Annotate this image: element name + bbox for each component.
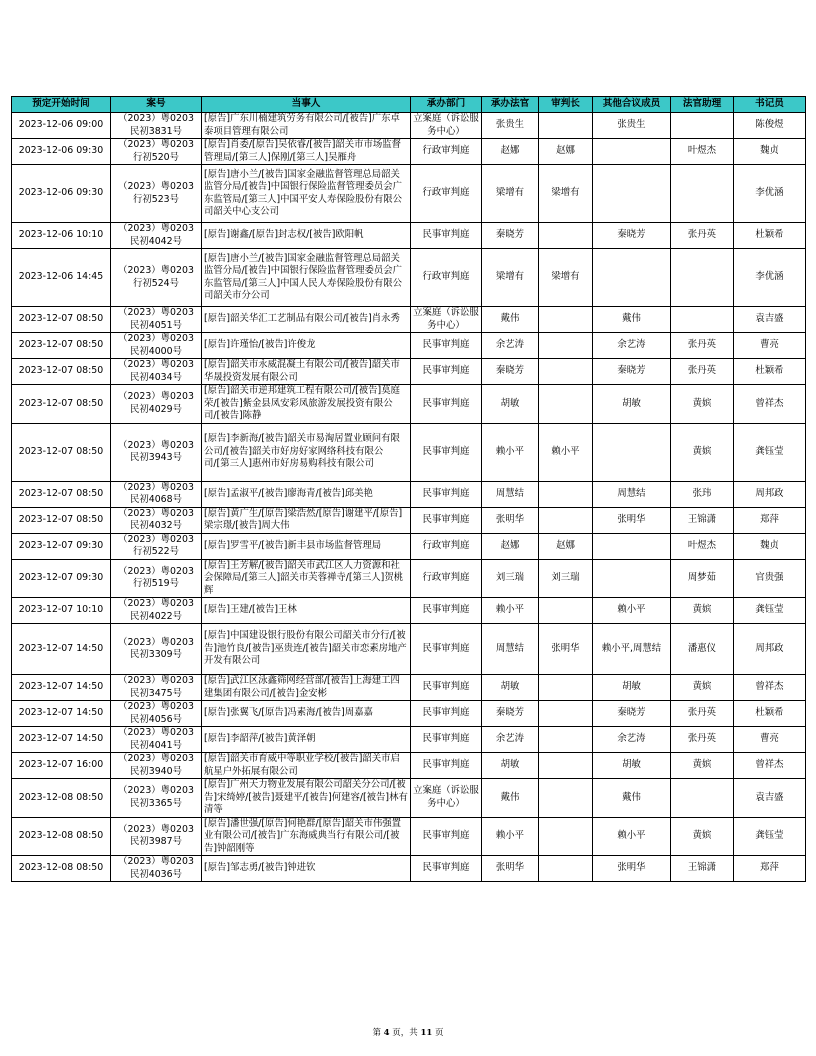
cell-judge: 周慧结 [482,481,539,507]
cell-judge-assistant: 周梦茹 [671,559,734,598]
cell-judge: 胡敏 [482,385,539,424]
cell-presiding-judge: 梁增有 [539,249,593,307]
cell-panel-members: 张明华 [593,856,671,882]
cell-clerk: 杜颖希 [734,701,806,727]
cell-judge-assistant: 张丹英 [671,359,734,385]
cell-presiding-judge [539,223,593,249]
table-row [12,817,806,856]
cell-panel-members: 赖小平 [593,817,671,856]
cell-clerk: 曾祥杰 [734,675,806,701]
cell-parties: [原告]许瑾怡/[被告]许俊龙 [202,333,411,359]
cell-panel-members [593,559,671,598]
cell-judge: 梁增有 [482,249,539,307]
table-body [12,113,806,882]
cell-parties: [原告]韶关市育威中等职业学校/[被告]韶关市启航星户外拓展有限公司 [202,753,411,779]
cell-case-number: （2023）粤0203 民初3309号 [111,624,202,675]
cell-case-number: （2023）粤0203 民初4034号 [111,359,202,385]
cell-clerk: 曹亮 [734,727,806,753]
cell-judge-assistant: 张丹英 [671,701,734,727]
cell-start-time: 2023-12-06 14:45 [12,249,111,307]
col-header-department: 承办部门 [411,97,482,113]
cell-panel-members: 秦晓芳 [593,701,671,727]
footer-prefix: 第 [372,1028,381,1038]
cell-panel-members: 张明华 [593,507,671,533]
cell-panel-members: 周慧结 [593,481,671,507]
cell-panel-members: 胡敏 [593,753,671,779]
cell-case-number: （2023）粤0203 民初3940号 [111,753,202,779]
cell-presiding-judge [539,507,593,533]
cell-case-number: （2023）粤0203 民初4068号 [111,481,202,507]
cell-clerk: 龚钰莹 [734,817,806,856]
table-row [12,481,806,507]
hearing-schedule-table [11,96,806,882]
col-header-start-time: 预定开始时间 [12,97,111,113]
cell-presiding-judge [539,359,593,385]
col-header-judge: 承办法官 [482,97,539,113]
table-row [12,223,806,249]
cell-clerk: 魏贞 [734,139,806,165]
cell-department: 民事审判庭 [411,624,482,675]
cell-clerk: 周邦政 [734,624,806,675]
cell-case-number: （2023）粤0203 民初4036号 [111,856,202,882]
cell-case-number: （2023）粤0203 行初520号 [111,139,202,165]
table-row [12,307,806,333]
cell-parties: [原告]邹志勇/[被告]钟进钦 [202,856,411,882]
cell-judge: 戴伟 [482,307,539,333]
cell-case-number: （2023）粤0203 民初4029号 [111,385,202,424]
cell-presiding-judge [539,481,593,507]
cell-judge-assistant [671,165,734,223]
table-row [12,856,806,882]
cell-clerk: 曹亮 [734,333,806,359]
cell-start-time: 2023-12-06 09:30 [12,139,111,165]
cell-start-time: 2023-12-07 14:50 [12,675,111,701]
table-row [12,753,806,779]
cell-judge: 秦晓芳 [482,359,539,385]
cell-panel-members: 秦晓芳 [593,223,671,249]
cell-presiding-judge: 赵娜 [539,139,593,165]
cell-judge: 张明华 [482,507,539,533]
cell-department: 民事审判庭 [411,223,482,249]
cell-parties: [原告]张翼飞/[原告]冯素海/[被告]周嘉嘉 [202,701,411,727]
cell-judge-assistant: 王锦潇 [671,856,734,882]
cell-judge: 梁增有 [482,165,539,223]
cell-judge-assistant: 王锦潇 [671,507,734,533]
cell-start-time: 2023-12-07 08:50 [12,481,111,507]
cell-clerk: 曾祥杰 [734,753,806,779]
col-header-parties: 当事人 [202,97,411,113]
cell-presiding-judge: 赖小平 [539,423,593,481]
col-header-clerk: 书记员 [734,97,806,113]
cell-judge: 赵娜 [482,533,539,559]
cell-clerk: 郑萍 [734,856,806,882]
cell-panel-members: 余艺涛 [593,333,671,359]
cell-parties: [原告]李新海/[被告]韶关市易淘居置业顾问有限公司/[被告]韶关市好房好家网络科技有限公司/[第三人]惠州市好房易购科技有限公司 [202,423,411,481]
cell-judge: 余艺涛 [482,333,539,359]
cell-judge: 秦晓芳 [482,223,539,249]
cell-clerk: 李优涵 [734,249,806,307]
cell-department: 行政审判庭 [411,533,482,559]
cell-judge-assistant: 黄嫔 [671,385,734,424]
cell-department: 民事审判庭 [411,727,482,753]
cell-case-number: （2023）粤0203 行初524号 [111,249,202,307]
cell-department: 民事审判庭 [411,385,482,424]
cell-clerk: 郑萍 [734,507,806,533]
cell-case-number: （2023）粤0203 民初4032号 [111,507,202,533]
cell-judge: 赖小平 [482,598,539,624]
cell-parties: [原告]王芳解/[被告]韶关市武江区人力资源和社会保障局/[第三人]韶关市芙蓉禅寺/[第三人]贺桃辉 [202,559,411,598]
cell-case-number: （2023）粤0203 民初3365号 [111,779,202,818]
cell-start-time: 2023-12-07 14:50 [12,701,111,727]
cell-parties: [原告]广东川楠建筑劳务有限公司/[被告]广东卓泰项目管理有限公司 [202,113,411,139]
cell-judge-assistant [671,249,734,307]
cell-parties: [原告]潘世强/[原告]何艳群/[原告]韶关市伟强置业有限公司/[被告]广东海威典当行有限公司/[被告]钟韶刚等 [202,817,411,856]
cell-presiding-judge [539,307,593,333]
cell-case-number: （2023）粤0203 行初519号 [111,559,202,598]
cell-judge: 余艺涛 [482,727,539,753]
table-row [12,727,806,753]
cell-panel-members [593,533,671,559]
table-row [12,624,806,675]
cell-department: 立案庭（诉讼服务中心） [411,779,482,818]
cell-case-number: （2023）粤0203 民初3943号 [111,423,202,481]
cell-department: 行政审判庭 [411,165,482,223]
footer-suffix: 页 [435,1028,444,1038]
cell-judge-assistant: 叶煜杰 [671,533,734,559]
cell-parties: [原告]李韶萍/[被告]黄泽朝 [202,727,411,753]
cell-clerk: 魏贞 [734,533,806,559]
cell-judge: 赖小平 [482,817,539,856]
cell-department: 民事审判庭 [411,753,482,779]
cell-parties: [原告]韶关市永威混凝土有限公司/[被告]韶关市华晟投资发展有限公司 [202,359,411,385]
cell-clerk: 龚钰莹 [734,423,806,481]
cell-judge-assistant: 张丹英 [671,727,734,753]
col-header-panel-members: 其他合议成员 [593,97,671,113]
cell-case-number: （2023）粤0203 民初4041号 [111,727,202,753]
cell-judge: 刘三瑞 [482,559,539,598]
cell-clerk: 周邦政 [734,481,806,507]
cell-judge-assistant: 张丹英 [671,333,734,359]
cell-judge: 赵娜 [482,139,539,165]
cell-department: 民事审判庭 [411,423,482,481]
cell-judge-assistant [671,307,734,333]
cell-clerk: 陈俊煜 [734,113,806,139]
col-header-presiding-judge: 审判长 [539,97,593,113]
cell-start-time: 2023-12-07 08:50 [12,307,111,333]
cell-case-number: （2023）粤0203 民初4056号 [111,701,202,727]
cell-start-time: 2023-12-07 10:10 [12,598,111,624]
cell-clerk: 杜颖希 [734,359,806,385]
cell-panel-members: 赖小平,周慧结 [593,624,671,675]
cell-judge: 胡敏 [482,753,539,779]
cell-judge: 胡敏 [482,675,539,701]
cell-case-number: （2023）粤0203 民初3987号 [111,817,202,856]
cell-department: 民事审判庭 [411,481,482,507]
cell-judge-assistant [671,779,734,818]
cell-judge-assistant: 黄嫔 [671,423,734,481]
footer-mid: 页，共 [392,1028,418,1038]
col-header-judge-assistant: 法官助理 [671,97,734,113]
cell-presiding-judge: 梁增有 [539,165,593,223]
table-row [12,385,806,424]
cell-parties: [原告]广州天力物业发展有限公司韶关分公司/[被告]宋绮婷/[被告]聂建平/[被告]何建容/[被告]林有清等 [202,779,411,818]
cell-department: 行政审判庭 [411,249,482,307]
cell-panel-members [593,249,671,307]
table-row [12,359,806,385]
cell-presiding-judge [539,675,593,701]
cell-presiding-judge [539,333,593,359]
cell-panel-members: 戴伟 [593,779,671,818]
cell-panel-members [593,139,671,165]
cell-case-number: （2023）粤0203 民初4051号 [111,307,202,333]
cell-presiding-judge [539,385,593,424]
cell-department: 民事审判庭 [411,675,482,701]
cell-judge-assistant: 黄嫔 [671,753,734,779]
cell-case-number: （2023）粤0203 民初4000号 [111,333,202,359]
cell-clerk: 杜颖希 [734,223,806,249]
cell-judge-assistant: 张玮 [671,481,734,507]
cell-presiding-judge: 张明华 [539,624,593,675]
cell-parties: [原告]罗雪平/[被告]新丰县市场监督管理局 [202,533,411,559]
table-row [12,423,806,481]
cell-judge: 赖小平 [482,423,539,481]
footer-page-number: 4 [383,1028,390,1038]
cell-clerk: 龚钰莹 [734,598,806,624]
cell-department: 民事审判庭 [411,598,482,624]
cell-judge-assistant: 黄嫔 [671,675,734,701]
cell-panel-members: 戴伟 [593,307,671,333]
footer-total-pages: 11 [420,1028,433,1038]
cell-panel-members [593,165,671,223]
cell-judge: 秦晓芳 [482,701,539,727]
cell-presiding-judge [539,701,593,727]
cell-presiding-judge [539,113,593,139]
cell-parties: [原告]孟淑平/[被告]廖海青/[被告]邱美艳 [202,481,411,507]
cell-presiding-judge: 赵娜 [539,533,593,559]
cell-department: 立案庭（诉讼服务中心） [411,113,482,139]
cell-case-number: （2023）粤0203 行初523号 [111,165,202,223]
cell-case-number: （2023）粤0203 民初3475号 [111,675,202,701]
table-row [12,139,806,165]
cell-clerk: 官贵强 [734,559,806,598]
cell-department: 民事审判庭 [411,333,482,359]
cell-department: 立案庭（诉讼服务中心） [411,307,482,333]
cell-judge-assistant: 黄嫔 [671,598,734,624]
header-row [12,97,806,113]
cell-parties: [原告]黄广生/[原告]梁浩然/[原告]谢建平/[原告]梁宗璟/[被告]周大伟 [202,507,411,533]
cell-start-time: 2023-12-06 09:30 [12,165,111,223]
cell-presiding-judge [539,753,593,779]
cell-parties: [原告]王建/[被告]王林 [202,598,411,624]
cell-department: 民事审判庭 [411,701,482,727]
table-row [12,333,806,359]
cell-start-time: 2023-12-07 08:50 [12,333,111,359]
cell-clerk: 袁吉盛 [734,307,806,333]
cell-case-number: （2023）粤0203 民初4022号 [111,598,202,624]
cell-judge-assistant [671,113,734,139]
cell-panel-members: 秦晓芳 [593,359,671,385]
cell-department: 行政审判庭 [411,559,482,598]
cell-panel-members: 余艺涛 [593,727,671,753]
table-row [12,113,806,139]
cell-panel-members: 胡敏 [593,675,671,701]
cell-start-time: 2023-12-07 14:50 [12,624,111,675]
cell-start-time: 2023-12-08 08:50 [12,856,111,882]
cell-clerk: 曾祥杰 [734,385,806,424]
table-row [12,598,806,624]
cell-parties: [原告]韶关华汇工艺制品有限公司/[被告]肖永秀 [202,307,411,333]
cell-panel-members: 胡敏 [593,385,671,424]
cell-department: 民事审判庭 [411,507,482,533]
cell-parties: [原告]肖委/[原告]吴依睿/[被告]韶关市市场监督管理局/[第三人]保刚/[第三人]吴雁舟 [202,139,411,165]
cell-panel-members: 张贵生 [593,113,671,139]
table-row [12,701,806,727]
cell-start-time: 2023-12-07 08:50 [12,423,111,481]
cell-judge: 周慧结 [482,624,539,675]
cell-start-time: 2023-12-06 10:10 [12,223,111,249]
cell-start-time: 2023-12-07 08:50 [12,385,111,424]
cell-presiding-judge [539,727,593,753]
cell-presiding-judge [539,817,593,856]
cell-case-number: （2023）粤0203 行初522号 [111,533,202,559]
cell-parties: [原告]中国建设银行股份有限公司韶关市分行/[被告]池竹良/[被告]巫贵连/[被告]韶关市恋素房地产开发有限公司 [202,624,411,675]
cell-panel-members: 赖小平 [593,598,671,624]
cell-start-time: 2023-12-06 09:00 [12,113,111,139]
table-row [12,507,806,533]
cell-judge-assistant: 张丹英 [671,223,734,249]
cell-parties: [原告]唐小兰/[被告]国家金融监督管理总局韶关监管分局/[被告]中国银行保险监督管理委员会广东监管局/[第三人]中国平安人寿保险股份有限公司韶关中心支公司 [202,165,411,223]
table-row [12,165,806,223]
cell-case-number: （2023）粤0203 民初3831号 [111,113,202,139]
col-header-case-number: 案号 [111,97,202,113]
cell-department: 民事审判庭 [411,817,482,856]
cell-presiding-judge [539,779,593,818]
table-row [12,559,806,598]
page-footer [0,1026,816,1038]
cell-judge-assistant: 叶煜杰 [671,139,734,165]
cell-parties: [原告]唐小兰/[被告]国家金融监督管理总局韶关监管分局/[被告]中国银行保险监督管理委员会广东监管局/[第三人]中国人民人寿保险股份有限公司韶关市分公司 [202,249,411,307]
cell-clerk: 李优涵 [734,165,806,223]
cell-presiding-judge: 刘三瑞 [539,559,593,598]
cell-presiding-judge [539,598,593,624]
cell-judge-assistant: 潘惠仪 [671,624,734,675]
cell-start-time: 2023-12-07 09:30 [12,559,111,598]
cell-start-time: 2023-12-08 08:50 [12,779,111,818]
cell-parties: [原告]韶关市逆邦建筑工程有限公司/[被告]莫庭荣/[被告]紫金县凤安彩凤旅游发展投资有限公司/[被告]陈静 [202,385,411,424]
cell-start-time: 2023-12-07 09:30 [12,533,111,559]
cell-parties: [原告]谢鑫/[原告]封志权/[被告]欧阳帆 [202,223,411,249]
table-row [12,779,806,818]
cell-parties: [原告]武江区泳鑫筛网经营部/[被告]上海建工四建集团有限公司/[被告]金安彬 [202,675,411,701]
cell-panel-members [593,423,671,481]
cell-judge: 戴伟 [482,779,539,818]
cell-case-number: （2023）粤0203 民初4042号 [111,223,202,249]
cell-department: 民事审判庭 [411,359,482,385]
cell-department: 民事审判庭 [411,856,482,882]
table-row [12,675,806,701]
cell-start-time: 2023-12-08 08:50 [12,817,111,856]
cell-start-time: 2023-12-07 16:00 [12,753,111,779]
cell-start-time: 2023-12-07 08:50 [12,359,111,385]
cell-judge: 张贵生 [482,113,539,139]
cell-judge-assistant: 黄嫔 [671,817,734,856]
table-row [12,249,806,307]
cell-clerk: 袁吉盛 [734,779,806,818]
cell-presiding-judge [539,856,593,882]
table-row [12,533,806,559]
cell-judge: 张明华 [482,856,539,882]
cell-start-time: 2023-12-07 08:50 [12,507,111,533]
cell-department: 行政审判庭 [411,139,482,165]
cell-start-time: 2023-12-07 14:50 [12,727,111,753]
